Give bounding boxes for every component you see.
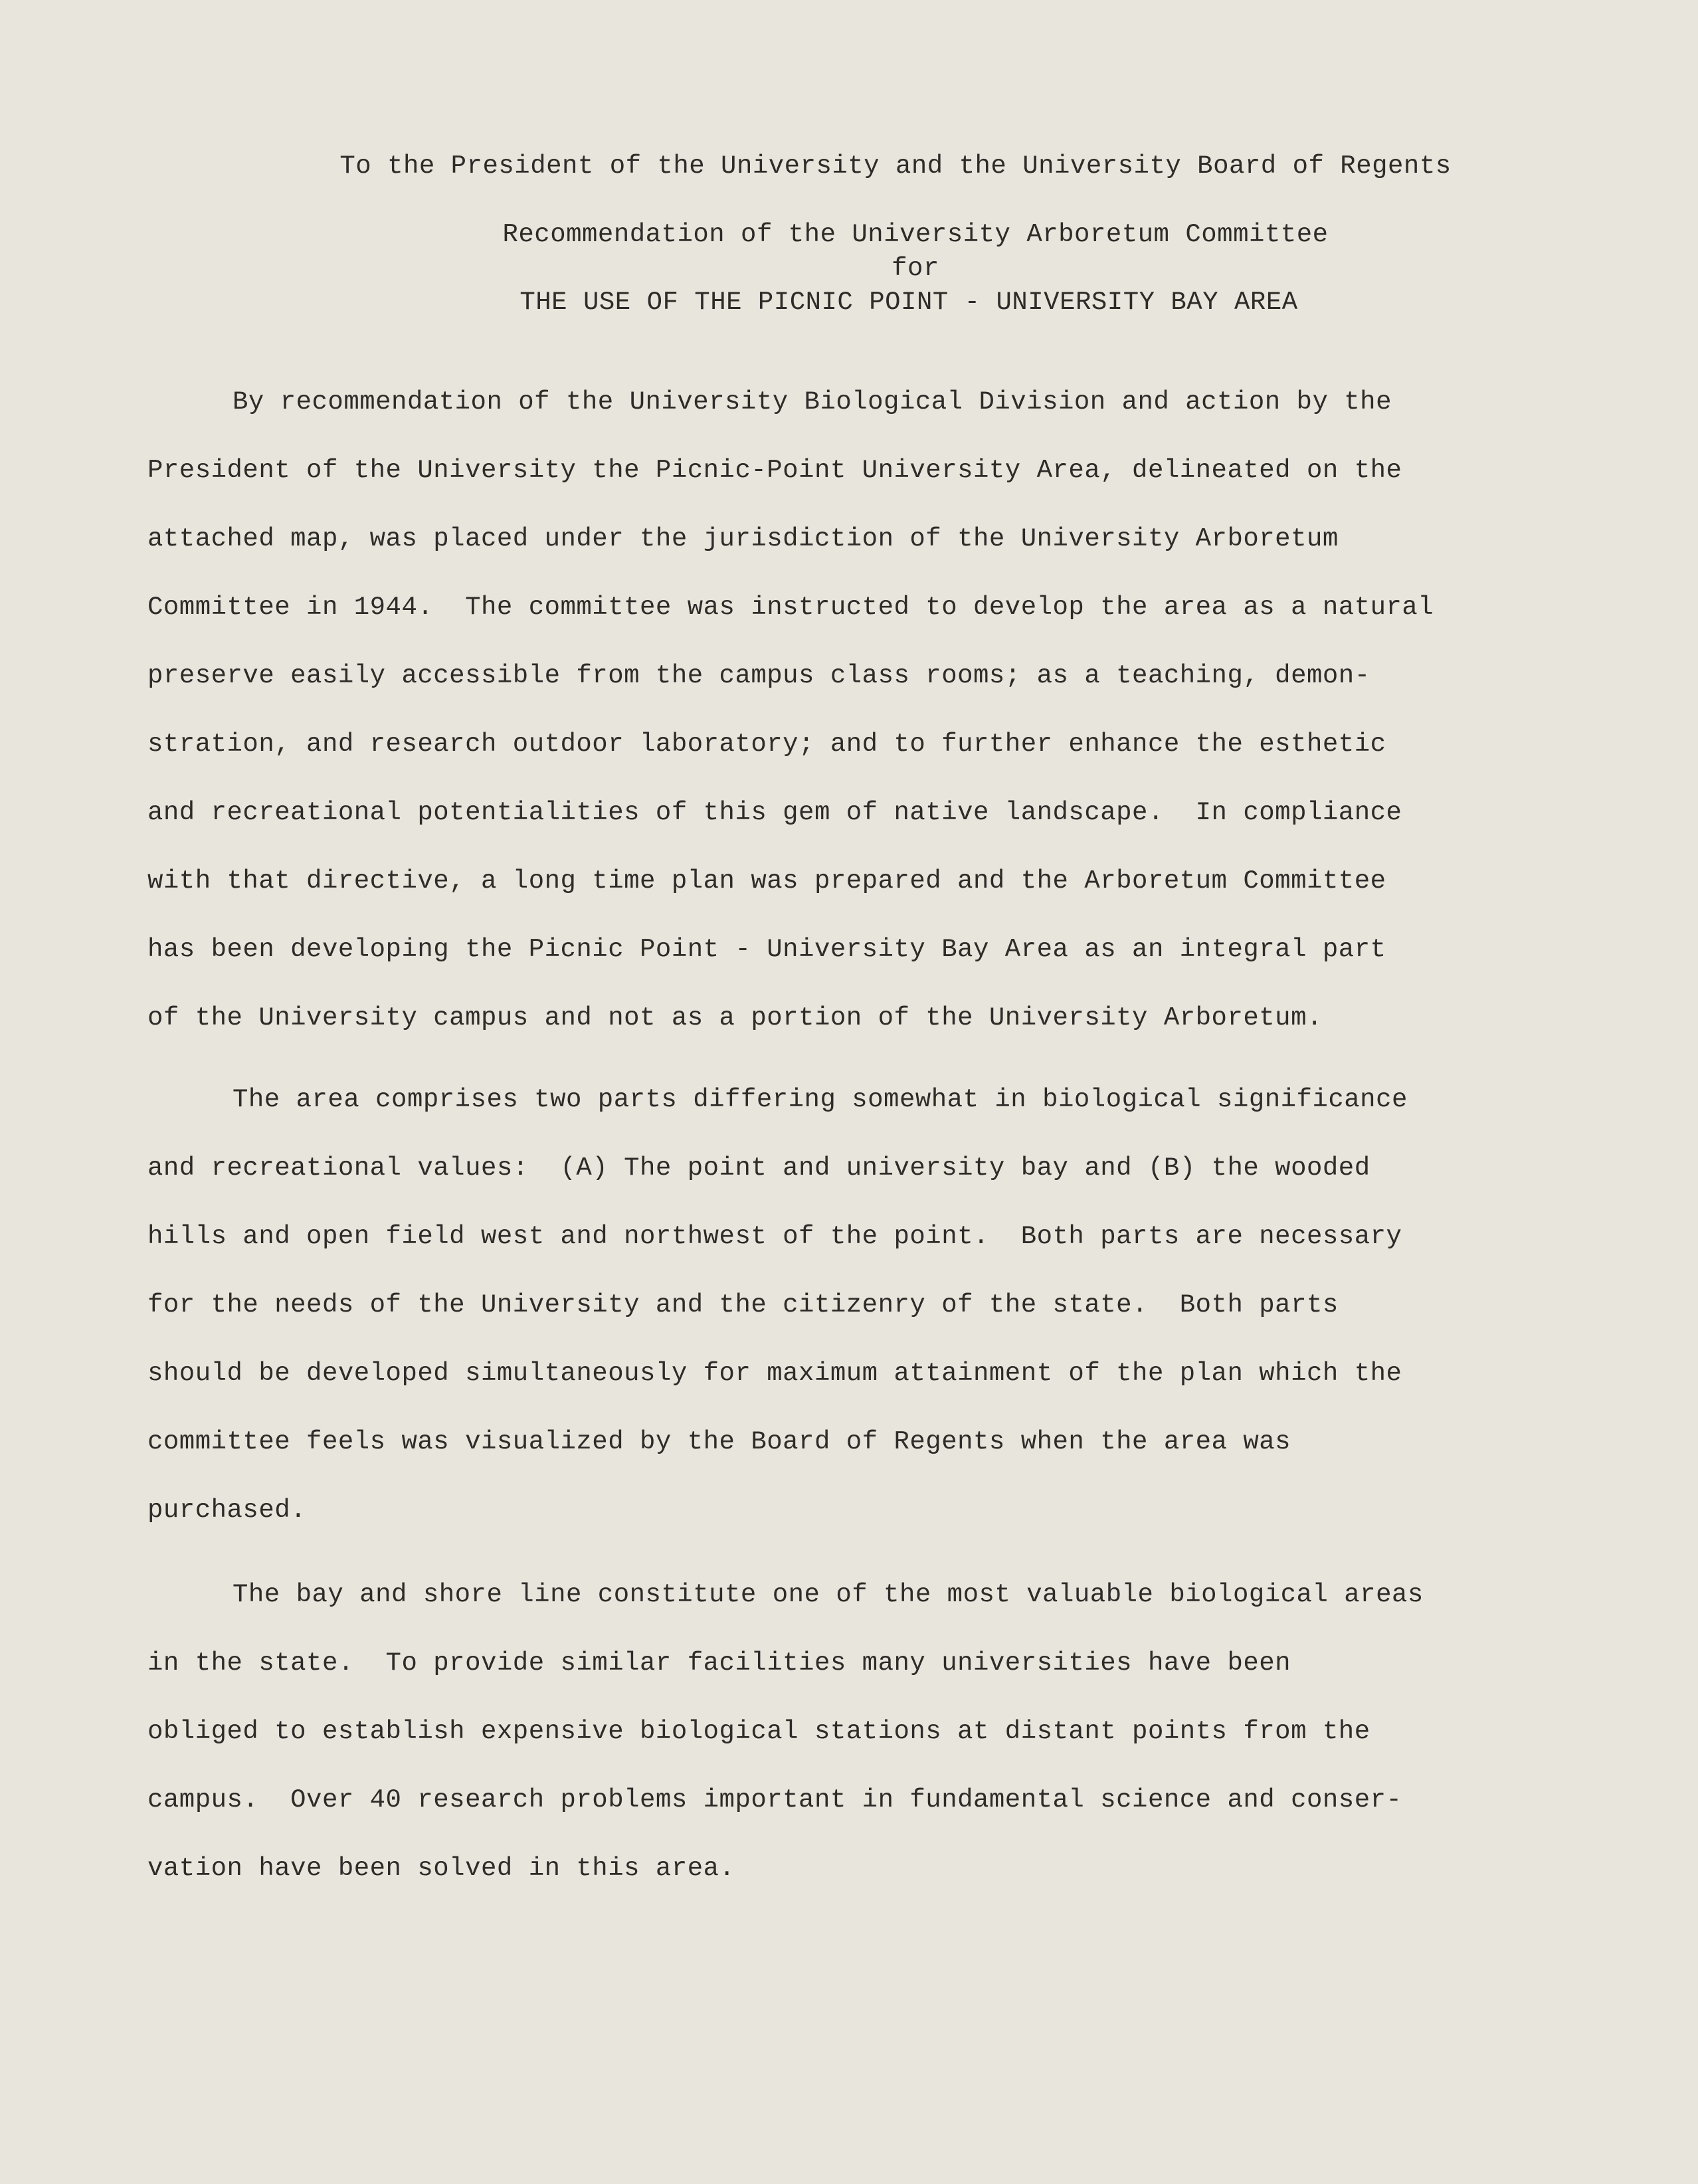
address-line: To the President of the University and the University Board of Regents: [339, 151, 1452, 181]
paragraph-area-parts: [147, 1083, 1516, 1562]
text-line: should be developed simultaneously for maximum attainment of the plan which the: [147, 1359, 1402, 1388]
text-line: in the state. To provide similar facilities many universities have been: [147, 1648, 1291, 1678]
text-line: and recreational values: (A) The point and university bay and (B) the wooded: [147, 1153, 1370, 1183]
text-line: hills and open field west and northwest of the point. Both parts are necessary: [147, 1222, 1402, 1251]
text-line: The bay and shore line constitute one of the most valuable biological areas: [233, 1580, 1424, 1609]
text-line: for the needs of the University and the citizenry of the state. Both parts: [147, 1290, 1339, 1320]
text-line: The area comprises two parts differing somewhat in biological significance: [233, 1085, 1408, 1114]
text-line: Committee in 1944. The committee was instructed to develop the area as a natural: [147, 593, 1434, 622]
recommendation-for: for: [892, 254, 939, 283]
text-line: attached map, was placed under the jurisdiction of the University Arboretum: [147, 524, 1339, 553]
text-line: purchased.: [147, 1496, 307, 1525]
text-line: has been developing the Picnic Point - University Bay Area as an integral part: [147, 935, 1386, 964]
paragraph-bay-shoreline: [147, 1578, 1516, 1920]
text-line: obliged to establish expensive biological stations at distant points from the: [147, 1717, 1370, 1746]
text-line: campus. Over 40 research problems important in fundamental science and conser-: [147, 1785, 1402, 1815]
text-line: President of the University the Picnic-Point University Area, delineated on the: [147, 456, 1402, 485]
paragraph-jurisdiction: [147, 385, 1516, 1070]
recommendation-title: Recommendation of the University Arboretum Committee: [502, 220, 1329, 249]
text-line: and recreational potentialities of this gem of native landscape. In compliance: [147, 798, 1402, 827]
text-line: vation have been solved in this area.: [147, 1854, 735, 1883]
text-line: with that directive, a long time plan was prepared and the Arboretum Committee: [147, 866, 1386, 896]
text-line: of the University campus and not as a portion of the University Arboretum.: [147, 1003, 1323, 1033]
text-line: stration, and research outdoor laboratory; and to further enhance the esthetic: [147, 730, 1386, 759]
text-line: committee feels was visualized by the Board of Regents when the area was: [147, 1427, 1291, 1456]
recommendation-subject: THE USE OF THE PICNIC POINT - UNIVERSITY BAY AREA: [519, 288, 1298, 317]
text-line: By recommendation of the University Biological Division and action by the: [233, 387, 1392, 417]
text-line: preserve easily accessible from the campus class rooms; as a teaching, demon-: [147, 661, 1370, 690]
